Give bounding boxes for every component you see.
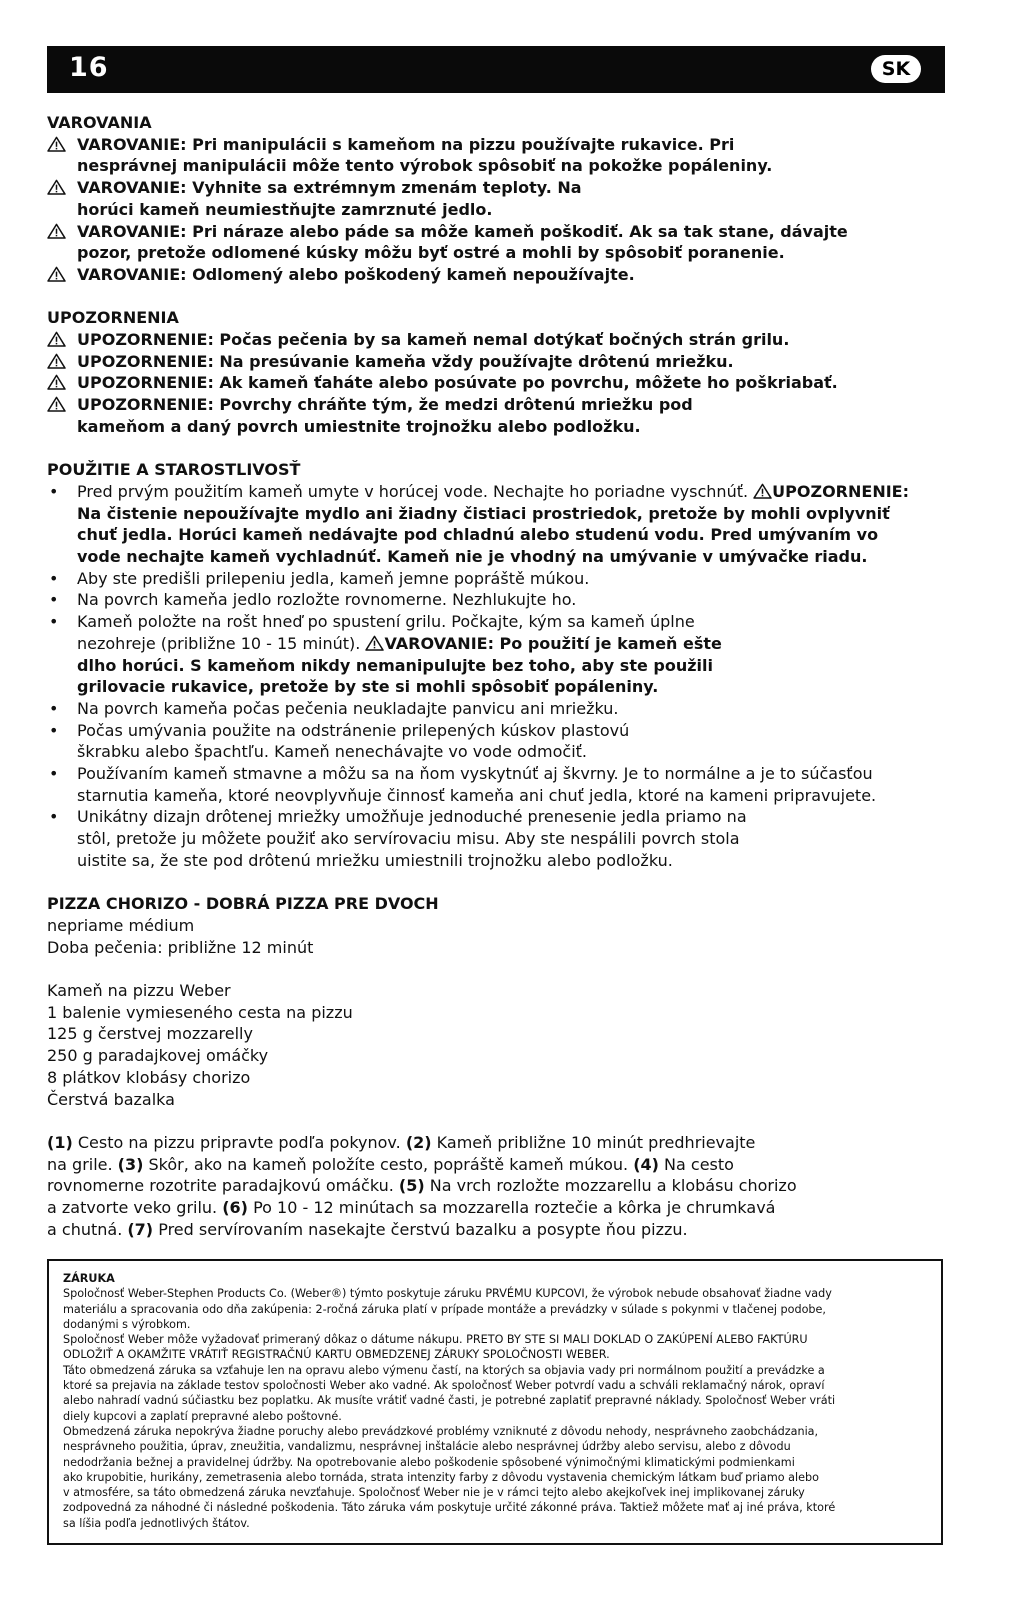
ingredient-item: Kameň na pizzu Weber: [47, 981, 231, 1001]
recipe-ingredients: [47, 980, 977, 1110]
caution-text: UPOZORNENIE: Na presúvanie kameňa vždy používajte drôtenú mriežku.: [77, 351, 734, 371]
warranty-line: alebo nahradí vadnú súčiastku bez poplatku. Ak musíte vrátiť vadné časti, je potrebné zaplatiť prepravné náklady. Spoločnosť Weber vráti: [63, 1394, 836, 1408]
usage-text: Unikátny dizajn drôtenej mriežky umožňuje jednoduché prenesenie jedla priamo na: [77, 807, 747, 827]
warning-triangle-icon: [47, 394, 73, 416]
step-number: (6): [222, 1198, 248, 1218]
bullet-icon: •: [49, 720, 59, 740]
step-text: rovnomerne rozotrite paradajkovú omáčku.: [47, 1176, 399, 1196]
main-content: [47, 112, 977, 1240]
step-text: Na vrch rozložte mozzarellu a klobásu chorizo: [424, 1176, 797, 1196]
ingredient-item: 250 g paradajkovej omáčky: [47, 1046, 269, 1066]
bullet-icon: •: [49, 698, 59, 718]
warranty-line: ako krupobitie, hurikány, zemetrasenia alebo tornáda, strata intenzity farby z dôvodu vystavenia chemickým látkam buď priamo alebo: [63, 1470, 819, 1484]
usage-text: Na povrch kameňa počas pečenia neukladajte panvicu ani mriežku.: [77, 698, 619, 718]
usage-text: Kameň položte na rošt hneď po spustení grilu. Počkajte, kým sa kameň úplne: [77, 612, 695, 632]
bullet-icon: •: [49, 568, 59, 588]
warning-text: pozor, pretože odlomené kúsky môžu byť ostré a mohli by spôsobiť poranenie.: [77, 243, 785, 263]
warranty-line: Spoločnosť Weber môže vyžadovať primeraný dôkaz o dátume nákupu. PRETO BY STE SI MALI DOKLAD O ZAKÚPENÍ ALEBO FAKTÚRU: [63, 1333, 808, 1347]
recipe-section: [47, 893, 977, 958]
warning-item: [47, 264, 977, 286]
recipe-time: Doba pečenia: približne 12 minút: [47, 937, 314, 957]
warranty-line: Obmedzená záruka nepokrýva žiadne poruchy alebo prevádzkové problémy vzniknuté z dôvodu nehody, nesprávneho zaobchádzania,: [63, 1424, 819, 1438]
warranty-line: diely kupcovi a zaplatí prepravné alebo poštovné.: [63, 1409, 342, 1423]
usage-text: Na povrch kameňa jedlo rozložte rovnomerne. Nezhlukujte ho.: [77, 590, 577, 610]
warranty-line: ktoré sa prejavia na základe testov spoločnosti Weber ako vadné. Ak spoločnosť Weber potvrdí vadu a schváli reklamačný nárok, opraví: [63, 1379, 825, 1393]
bullet-icon: •: [49, 590, 59, 610]
step-number: (4): [633, 1154, 659, 1174]
ingredient-item: 1 balenie vymieseného cesta na pizzu: [47, 1002, 353, 1022]
step-text: Na cesto: [658, 1154, 734, 1174]
warranty-line: dodanými s výrobkom.: [63, 1317, 191, 1331]
usage-bullet: [47, 611, 977, 698]
warning-item: [47, 177, 977, 220]
recipe-heat: nepriame médium: [47, 915, 195, 935]
usage-text: nezohreje (približne 10 - 15 minút).: [77, 633, 366, 653]
usage-text: Počas umývania použite na odstránenie prilepených kúskov plastovú: [77, 720, 630, 740]
warranty-line: sa líšia podľa jednotlivých štátov.: [63, 1516, 250, 1530]
usage-bold-text: chuť jedla. Horúci kameň nedávajte pod chladnú alebo studenú vodu. Pred umývaním vo: [77, 525, 879, 545]
usage-text: Pred prvým použitím kameň umyte v horúcej vode. Nechajte ho poriadne vyschnúť.: [77, 481, 754, 501]
warning-text: VAROVANIE: Pri náraze alebo páde sa môže kameň poškodiť. Ak sa tak stane, dávajte: [77, 221, 848, 241]
usage-bullet: [47, 481, 977, 568]
usage-bullet: [47, 763, 977, 806]
step-number: (7): [127, 1219, 154, 1239]
usage-bullet: [47, 720, 977, 763]
cautions-heading: UPOZORNENIA: [47, 308, 179, 328]
step-text: a zatvorte veko grilu.: [47, 1198, 223, 1218]
step-number: (3): [117, 1154, 144, 1174]
usage-bullet: [47, 806, 977, 871]
warning-text: horúci kameň neumiestňujte zamrznuté jedlo.: [77, 199, 493, 219]
warning-triangle-icon: [47, 134, 73, 156]
warranty-line: ODLOŽIŤ A OKAMŽITE VRÁTIŤ REGISTRAČNÚ KARTU OBMEDZENEJ ZÁRUKY SPOLOČNOSTI WEBER.: [63, 1348, 610, 1362]
warranty-heading: ZÁRUKA: [63, 1272, 115, 1285]
warning-triangle-icon: [753, 483, 772, 499]
recipe-title: PIZZA CHORIZO - DOBRÁ PIZZA PRE DVOCH: [47, 894, 439, 914]
step-text: Po 10 - 12 minútach sa mozzarella roztečie a kôrka je chrumkavá: [248, 1198, 776, 1218]
warranty-line: nedodržania bežnej a pravidelnej údržby. Na opotrebovanie alebo poškodenie spôsobené výnimočnými klimatickými podmienkami: [63, 1455, 795, 1469]
warning-text: VAROVANIE: Vyhnite sa extrémnym zmenám teploty. Na: [77, 178, 582, 198]
step-text: a chutná.: [47, 1219, 128, 1239]
cautions-section: [47, 307, 977, 437]
warning-item: [47, 134, 977, 177]
usage-bold-text: UPOZORNENIE:: [772, 481, 909, 501]
caution-text: UPOZORNENIE: Ak kameň ťaháte alebo posúvate po povrchu, môžete ho poškriabať.: [77, 373, 838, 393]
usage-text: starnutia kameňa, ktoré neovplyvňuje činnosť kameňa ani chuť jedla, ktoré na kameni pripravujete.: [77, 785, 877, 805]
step-text: Cesto na pizzu pripravte podľa pokynov.: [72, 1132, 406, 1152]
usage-bullet: [47, 698, 977, 720]
bullet-icon: •: [49, 807, 59, 827]
caution-item: [47, 372, 977, 394]
usage-bold-text: grilovacie rukavice, pretože by ste si mohli spôsobiť popáleniny.: [77, 677, 659, 697]
warranty-line: v atmosfére, sa táto obmedzená záruka nevzťahuje. Spoločnosť Weber nie je v rámci tejto alebo akejkoľvek inej implikovanej záruky: [63, 1486, 805, 1500]
warning-triangle-icon: [47, 264, 73, 286]
step-number: (1): [47, 1132, 73, 1152]
usage-text: Aby ste predišli prilepeniu jedla, kameň jemne popráště múkou.: [77, 568, 590, 588]
usage-bullet: [47, 568, 977, 590]
ingredient-item: 8 plátkov klobásy chorizo: [47, 1067, 251, 1087]
step-text: Kameň približne 10 minút predhrievajte: [431, 1132, 756, 1152]
usage-bold-text: VAROVANIE: Po použití je kameň ešte: [384, 633, 722, 653]
warning-text: VAROVANIE: Pri manipulácii s kameňom na pizzu používajte rukavice. Pri: [77, 134, 735, 154]
warning-item: [47, 221, 977, 264]
warning-triangle-icon: [47, 329, 73, 351]
recipe-steps: [47, 1132, 977, 1241]
step-text: na grile.: [47, 1154, 118, 1174]
caution-item: [47, 394, 977, 437]
language-badge: SK: [871, 55, 921, 83]
caution-text: kameňom a daný povrch umiestnite trojnožku alebo podložku.: [77, 416, 641, 436]
warranty-line: materiálu a spracovania odo dňa zakúpenia: 2-ročná záruka platí v prípade montáže a prevádzky v súlade s pokynmi v tlačenej podobe,: [63, 1302, 826, 1316]
usage-text: stôl, pretože ju môžete použiť ako servírovaciu misu. Aby ste nespálili povrch stola: [77, 829, 740, 849]
usage-bold-text: vode nechajte kameň vychladnúť. Kameň nie je vhodný na umývanie v umývačke riadu.: [77, 547, 868, 567]
usage-text: uistite sa, že ste pod drôtenú mriežku umiestnili trojnožku alebo podložku.: [77, 850, 673, 870]
usage-bold-text: dlho horúci. S kameňom nikdy nemanipulujte bez toho, aby ste použili: [77, 655, 713, 675]
warning-triangle-icon: [47, 221, 73, 243]
ingredient-item: Čerstvá bazalka: [47, 1089, 175, 1109]
page-header: [47, 46, 945, 93]
caution-text: UPOZORNENIE: Povrchy chráňte tým, že medzi drôtenú mriežku pod: [77, 395, 693, 415]
warning-text: VAROVANIE: Odlomený alebo poškodený kameň nepoužívajte.: [77, 264, 635, 284]
bullet-icon: •: [49, 481, 59, 501]
usage-bullet: [47, 589, 977, 611]
warning-triangle-icon: [47, 177, 73, 199]
warranty-line: Spoločnosť Weber-Stephen Products Co. (Weber®) týmto poskytuje záruku PRVÉMU KUPCOVI, že výrobok nebude obsahovať žiadne vady: [63, 1287, 832, 1301]
warnings-section: [47, 112, 977, 286]
step-text: Pred servírovaním nasekajte čerstvú bazalku a posypte ňou pizzu.: [153, 1219, 688, 1239]
bullet-icon: •: [49, 612, 59, 632]
usage-text: škrabku alebo špachtľu. Kameň nenechávajte vo vode odmočiť.: [77, 742, 587, 762]
usage-section: [47, 459, 977, 871]
step-number: (2): [405, 1132, 432, 1152]
caution-item: [47, 351, 977, 373]
usage-text: Používaním kameň stmavne a môžu sa na ňom vyskytnúť aj škvrny. Je to normálne a je to súčasťou: [77, 764, 873, 784]
ingredient-item: 125 g čerstvej mozzarelly: [47, 1024, 253, 1044]
warning-triangle-icon: [47, 351, 73, 373]
usage-heading: POUŽITIE A STAROSTLIVOSŤ: [47, 460, 301, 480]
caution-item: [47, 329, 977, 351]
warning-triangle-icon: [365, 635, 384, 651]
warning-triangle-icon: [47, 372, 73, 394]
bullet-icon: •: [49, 764, 59, 784]
warranty-line: zodpovedná za náhodné či následné poškodenia. Táto záruka vám poskytuje určité zákonné práva. Taktiež môžete mať aj iné práva, ktoré: [63, 1501, 836, 1515]
warning-text: nesprávnej manipulácii môže tento výrobok spôsobiť na pokožke popáleniny.: [77, 156, 773, 176]
usage-bold-text: Na čistenie nepoužívajte mydlo ani žiadny čistiaci prostriedok, pretože by mohli ovplyvniť: [77, 503, 890, 523]
page-number: 16: [69, 52, 109, 83]
usage-warning-inline: [365, 634, 721, 653]
warnings-heading: VAROVANIA: [47, 113, 152, 132]
warranty-line: nesprávneho použitia, úprav, zneužitia, vandalizmu, nesprávnej inštalácie alebo nesprávnej údržby alebo servisu, alebo z dôvodu: [63, 1440, 791, 1454]
usage-caution-inline: [753, 482, 909, 501]
caution-text: UPOZORNENIE: Počas pečenia by sa kameň nemal dotýkať bočných strán grilu.: [77, 330, 790, 350]
warranty-box: [47, 1259, 943, 1545]
warranty-line: Táto obmedzená záruka sa vzťahuje len na opravu alebo výmenu častí, na ktorých sa objavia vady pri normálnom použití a prevádzke a: [63, 1363, 825, 1377]
step-text: Skôr, ako na kameň položíte cesto, popráště kameň múkou.: [143, 1154, 634, 1174]
step-number: (5): [398, 1176, 425, 1196]
